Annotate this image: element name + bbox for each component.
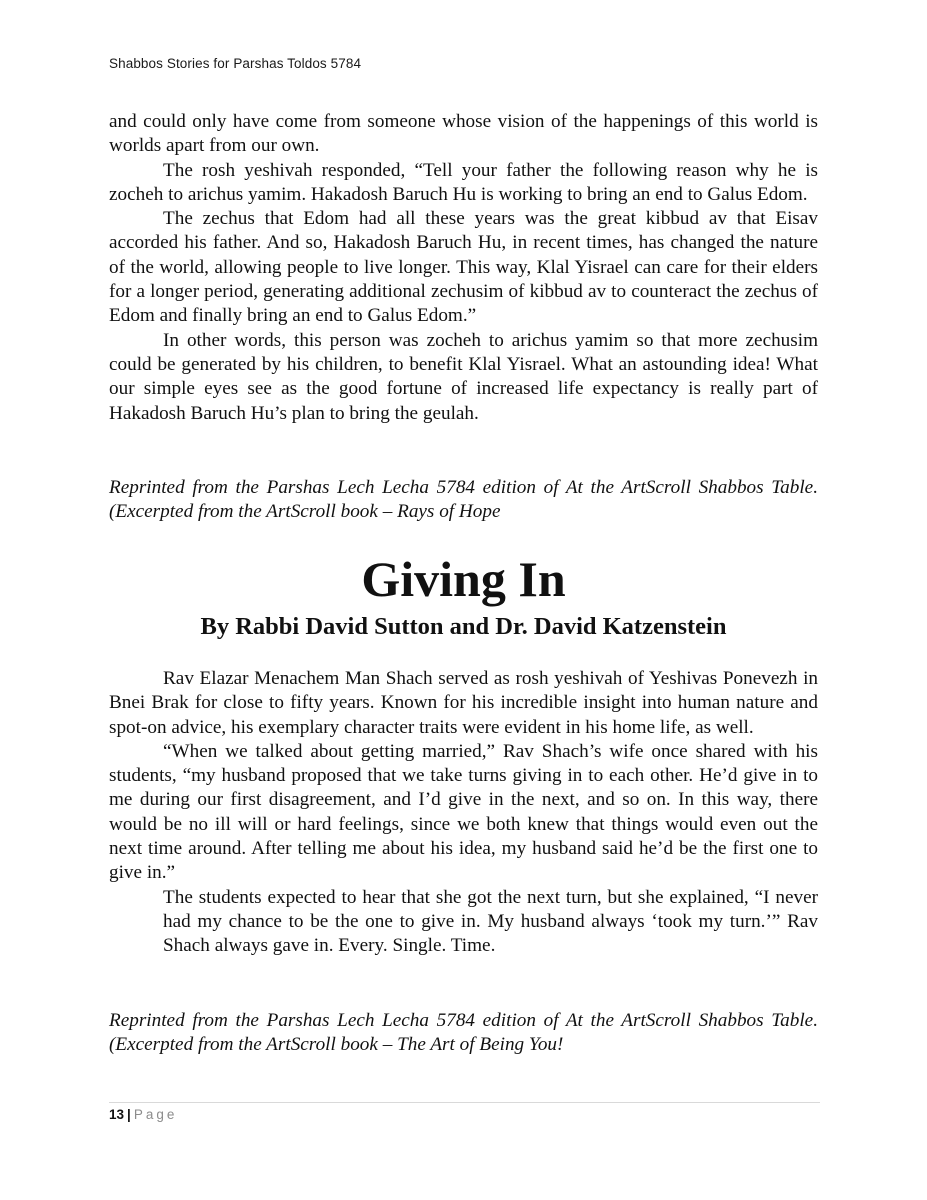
page-number: 13: [109, 1107, 125, 1122]
paragraph: “When we talked about getting married,” Rav Shach’s wife once shared with his students, “my husband proposed that we take turns giving in to each other. He’d give in to me during our first disagreement, and I’d give in the next, and so on. In this way, there would be no ill will or hard feelings, since we both knew that things would even out the next time around. After telling me about his idea, my husband said he’d be the first one to give in.”: [109, 740, 818, 884]
footer-divider: [109, 1102, 820, 1103]
second-story-body: [109, 667, 818, 959]
paragraph: The rosh yeshivah responded, “Tell your father the following reason why he is zocheh to arichus yamim. Hakadosh Baruch Hu is working to bring an end to Galus Edom.: [109, 159, 818, 205]
first-story-credit: Reprinted from the Parshas Lech Lecha 5784 edition of At the ArtScroll Shabbos Table. (Excerpted from the ArtScroll book – Rays of Hope: [109, 477, 818, 523]
paragraph: In other words, this person was zocheh to arichus yamim so that more zechusim could be generated by his children, to benefit Klal Yisrael. What an astounding idea! What our simple eyes see as the good fortune of increased life expectancy is really part of Hakadosh Baruch Hu’s plan to bring the geulah.: [109, 329, 818, 424]
article-title: Giving In: [361, 551, 566, 607]
paragraph: The students expected to hear that she got the next turn, but she explained, “I never had my chance to be the one to give in. My husband always ‘took my turn.’” Rav Shach always gave in. Every. Single. Time.: [163, 886, 818, 957]
page-footer: [109, 1106, 177, 1124]
first-story-body: [109, 110, 818, 426]
paragraph: The zechus that Edom had all these years was the great kibbud av that Eisav accorded his father. And so, Hakadosh Baruch Hu, in recent times, has changed the nature of the world, allowing people to live longer. This way, Klal Yisrael can care for their elders for a longer period, generating additional zechusim of kibbud av to counteract the zechus of Edom and finally bring an end to Galus Edom.”: [109, 208, 818, 327]
running-header: Shabbos Stories for Parshas Toldos 5784: [109, 56, 362, 71]
page-label: Page: [133, 1107, 178, 1122]
article-byline: By Rabbi David Sutton and Dr. David Katzenstein: [200, 613, 727, 640]
paragraph: Rav Elazar Menachem Man Shach served as rosh yeshivah of Yeshivas Ponevezh in Bnei Brak for close to fifty years. Known for his incredible insight into human nature and spot-on advice, his exemplary character traits were evident in his home life, as well.: [109, 668, 818, 738]
second-story-credit: Reprinted from the Parshas Lech Lecha 5784 edition of At the ArtScroll Shabbos Table. (Excerpted from the ArtScroll book – The Art of Being You!: [109, 1010, 818, 1056]
paragraph: and could only have come from someone whose vision of the happenings of this world is worlds apart from our own.: [109, 111, 818, 157]
footer-separator: |: [127, 1107, 131, 1122]
